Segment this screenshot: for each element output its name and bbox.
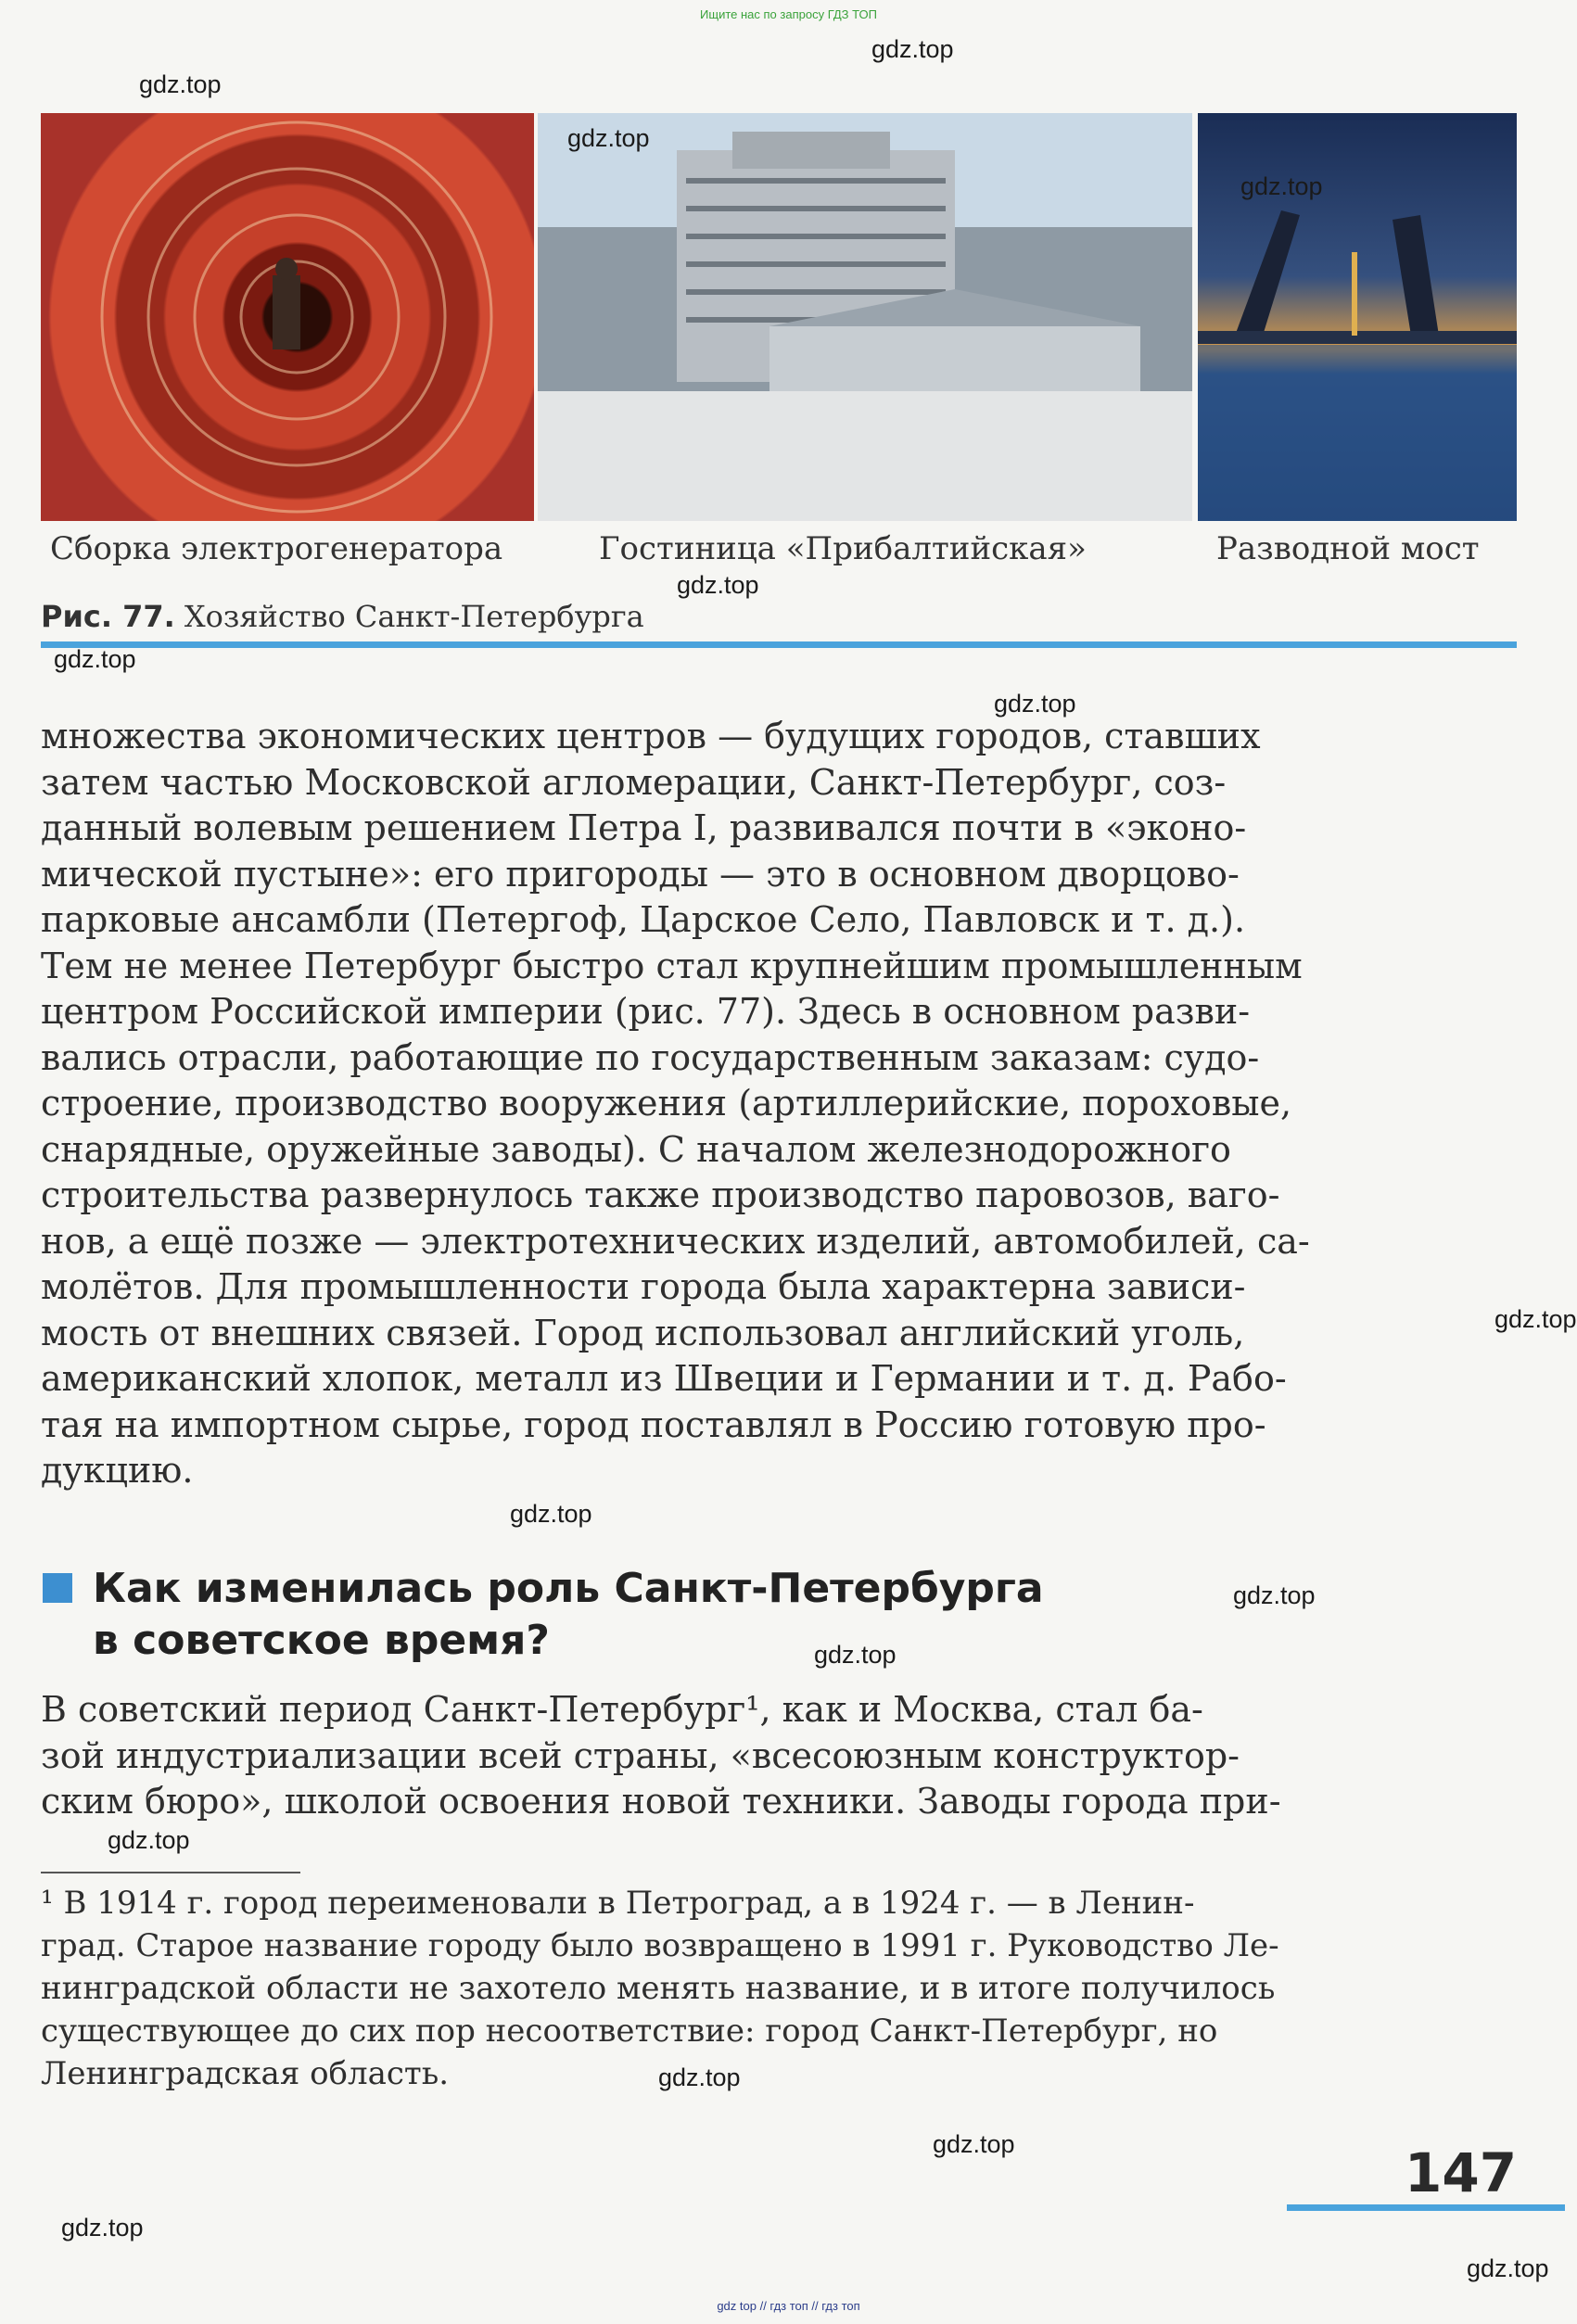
page-number: 147 — [1405, 2141, 1518, 2204]
watermark: gdz.top — [510, 1500, 592, 1528]
watermark: gdz.top — [1494, 1305, 1577, 1333]
text-line: снарядные, оружейные заводы). С началом железнодорожного — [41, 1128, 1231, 1170]
text-line: Тем не менее Петербург быстро стал крупнейшим промышленным — [41, 945, 1303, 986]
watermark: gdz.top — [677, 571, 759, 599]
watermark: gdz.top — [814, 1641, 897, 1669]
text-line: центром Российской империи (рис. 77). Здесь в основном разви- — [41, 991, 1251, 1032]
footnote-line: град. Старое название городу было возвращено в 1991 г. Руководство Ле- — [41, 1927, 1279, 1964]
text-line: множества экономических центров — будущих городов, ставших — [41, 716, 1261, 756]
text-line: строительства развернулось также производство паровозов, ваго- — [41, 1175, 1280, 1215]
watermark: gdz.top — [1240, 172, 1323, 200]
text-line: нов, а ещё позже — электротехнических изделий, автомобилей, са- — [41, 1220, 1310, 1262]
heading-line: Как изменилась роль Санкт-Петербурга — [93, 1565, 1044, 1612]
footnote-line: Ленинградская область. — [41, 2055, 450, 2092]
figure-label — [41, 599, 644, 634]
watermark: gdz.top — [139, 70, 222, 98]
text-line: ским бюро», школой освоения новой техники. Заводы города при- — [41, 1781, 1281, 1822]
paragraph-2 — [41, 1687, 1517, 1825]
page-number-rule — [1287, 2204, 1565, 2211]
footnote-line: существующее до сих пор несоответствие: город Санкт-Петербург, но — [41, 2013, 1218, 2050]
text-line: вались отрасли, работающие по государственным заказам: судо- — [41, 1036, 1260, 1078]
figure-divider — [41, 641, 1517, 648]
watermark: gdz.top — [933, 2130, 1015, 2158]
text-line: молётов. Для промышленности города была характерна зависи- — [41, 1266, 1246, 1307]
footnote-line: ¹ В 1914 г. город переименовали в Петроград, а в 1924 г. — в Ленин- — [41, 1885, 1195, 1922]
figure-number: Рис. 77. — [41, 599, 175, 634]
text-line: парковые ансамбли (Петергоф, Царское Село, Павловск и т. д.). — [41, 899, 1246, 940]
photo-generator-assembly — [41, 113, 534, 521]
bottom-site-note: gdz top // гдз топ // гдз топ — [717, 2299, 860, 2313]
caption-generator: Сборка электрогенератора — [50, 530, 503, 567]
photo-hotel-pribaltiyskaya — [538, 113, 1192, 521]
watermark: gdz.top — [1233, 1581, 1316, 1609]
watermark: gdz.top — [1467, 2254, 1549, 2282]
text-line: зой индустриализации всей страны, «всесоюзным конструктор- — [41, 1734, 1240, 1776]
heading-marker — [43, 1573, 72, 1603]
watermark: gdz.top — [994, 690, 1076, 718]
text-line: мической пустыне»: его пригороды — это в основном дворцово- — [41, 853, 1240, 895]
figure-title: Хозяйство Санкт-Петербурга — [184, 599, 644, 634]
watermark: gdz.top — [54, 645, 136, 673]
top-search-note: Ищите нас по запросу ГДЗ ТОП — [700, 7, 877, 21]
text-line: тая на импортном сырье, город поставлял в Россию готовую про- — [41, 1403, 1266, 1445]
caption-hotel: Гостиница «Прибалтийская» — [599, 530, 1087, 567]
watermark: gdz.top — [871, 35, 954, 63]
watermark: gdz.top — [108, 1826, 190, 1854]
text-line: данный волевым решением Петра I, развивался почти в «эконо- — [41, 807, 1247, 848]
watermark: gdz.top — [61, 2214, 144, 2241]
text-line: строение, производство вооружения (артиллерийские, пороховые, — [41, 1083, 1292, 1124]
caption-bridge: Разводной мост — [1216, 530, 1480, 567]
text-line: американский хлопок, металл из Швеции и Германии и т. д. Рабо- — [41, 1358, 1287, 1399]
paragraph-1 — [41, 714, 1517, 1494]
text-line: затем частью Московской агломерации, Санкт-Петербург, соз- — [41, 761, 1227, 803]
text-line: В советский период Санкт-Петербург¹, как и Москва, стал ба- — [41, 1689, 1203, 1730]
section-heading — [93, 1563, 1044, 1667]
footnote-divider — [41, 1872, 300, 1873]
watermark: gdz.top — [567, 124, 650, 152]
footnote — [41, 1882, 1517, 2095]
text-line: мость от внешних связей. Город использовал английский уголь, — [41, 1312, 1245, 1353]
heading-line: в советское время? — [93, 1617, 550, 1664]
text-line: дукцию. — [41, 1450, 194, 1491]
watermark: gdz.top — [658, 2064, 741, 2091]
footnote-line: нинградской области не захотело менять название, и в итоге получилось — [41, 1970, 1276, 2007]
